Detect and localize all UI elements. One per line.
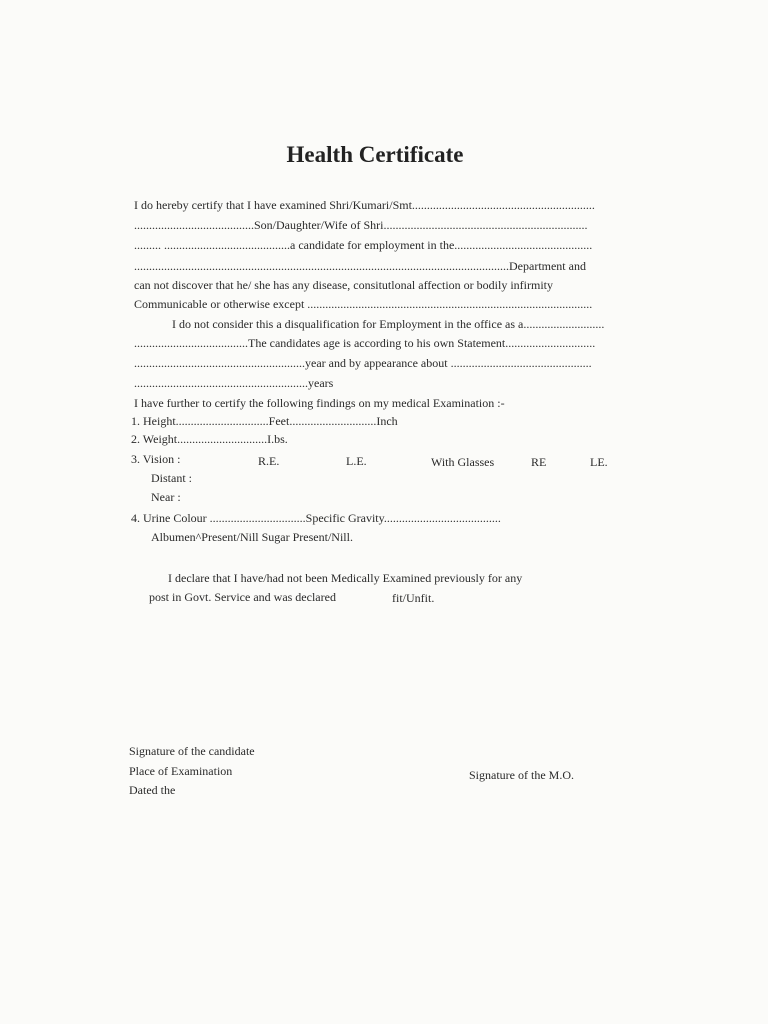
- document-title: Health Certificate: [286, 142, 464, 167]
- vision-le: L.E.: [346, 454, 367, 468]
- certify-line-1: I do hereby certify that I have examined Shri/Kumari/Smt.............................................................: [134, 198, 595, 212]
- vision-with-glasses: With Glasses: [431, 455, 495, 469]
- certify-line-2: ........................................Son/Daughter/Wife of Shri....................................................................: [134, 218, 588, 232]
- findings-intro: I have further to certify the following findings on my medical Examination :-: [134, 396, 505, 410]
- declaration-line-2: post in Govt. Service and was declared: [149, 590, 336, 604]
- vision-near: Near :: [151, 490, 181, 504]
- finding-height: 1. Height...............................Feet.............................Inch: [131, 414, 398, 428]
- declaration-fit-unfit: fit/Unfit.: [392, 591, 435, 605]
- disqualification-line-3: .........................................................year and by appearance about ...............................................: [134, 356, 592, 370]
- finding-urine: 4. Urine Colour ................................Specific Gravity.......................................: [131, 511, 501, 525]
- disqualification-line-2: ......................................The candidates age is according to his own Statement..............................: [134, 336, 596, 350]
- vision-distant: Distant :: [151, 471, 192, 485]
- finding-albumen: Albumen^Present/Nill Sugar Present/Nill.: [151, 530, 353, 544]
- certify-line-3: ......... ..........................................a candidate for employment in the..............................................: [134, 238, 593, 252]
- finding-vision-label: 3. Vision :: [131, 452, 181, 466]
- signature-candidate-label: Signature of the candidate: [129, 744, 255, 758]
- vision-glasses-re: RE: [531, 455, 547, 469]
- finding-weight: 2. Weight..............................I.bs.: [131, 432, 288, 446]
- vision-re: R.E.: [258, 454, 280, 468]
- certify-line-5: can not discover that he/ she has any disease, consitutlonal affection or bodily infirmity: [134, 278, 554, 292]
- certify-line-4: .............................................................................................................................Department and: [134, 259, 586, 273]
- vision-glasses-le: LE.: [590, 455, 608, 469]
- disqualification-line-4: ..........................................................years: [134, 376, 334, 390]
- signature-mo-label: Signature of the M.O.: [469, 768, 574, 782]
- certify-line-6: Communicable or otherwise except ...............................................................................................: [134, 297, 593, 311]
- disqualification-line-1: I do not consider this a disqualification for Employment in the office as a...........................: [172, 317, 605, 331]
- dated-label: Dated the: [129, 783, 176, 797]
- declaration-line-1: I declare that I have/had not been Medically Examined previously for any: [168, 571, 523, 585]
- place-of-examination-label: Place of Examination: [129, 764, 233, 778]
